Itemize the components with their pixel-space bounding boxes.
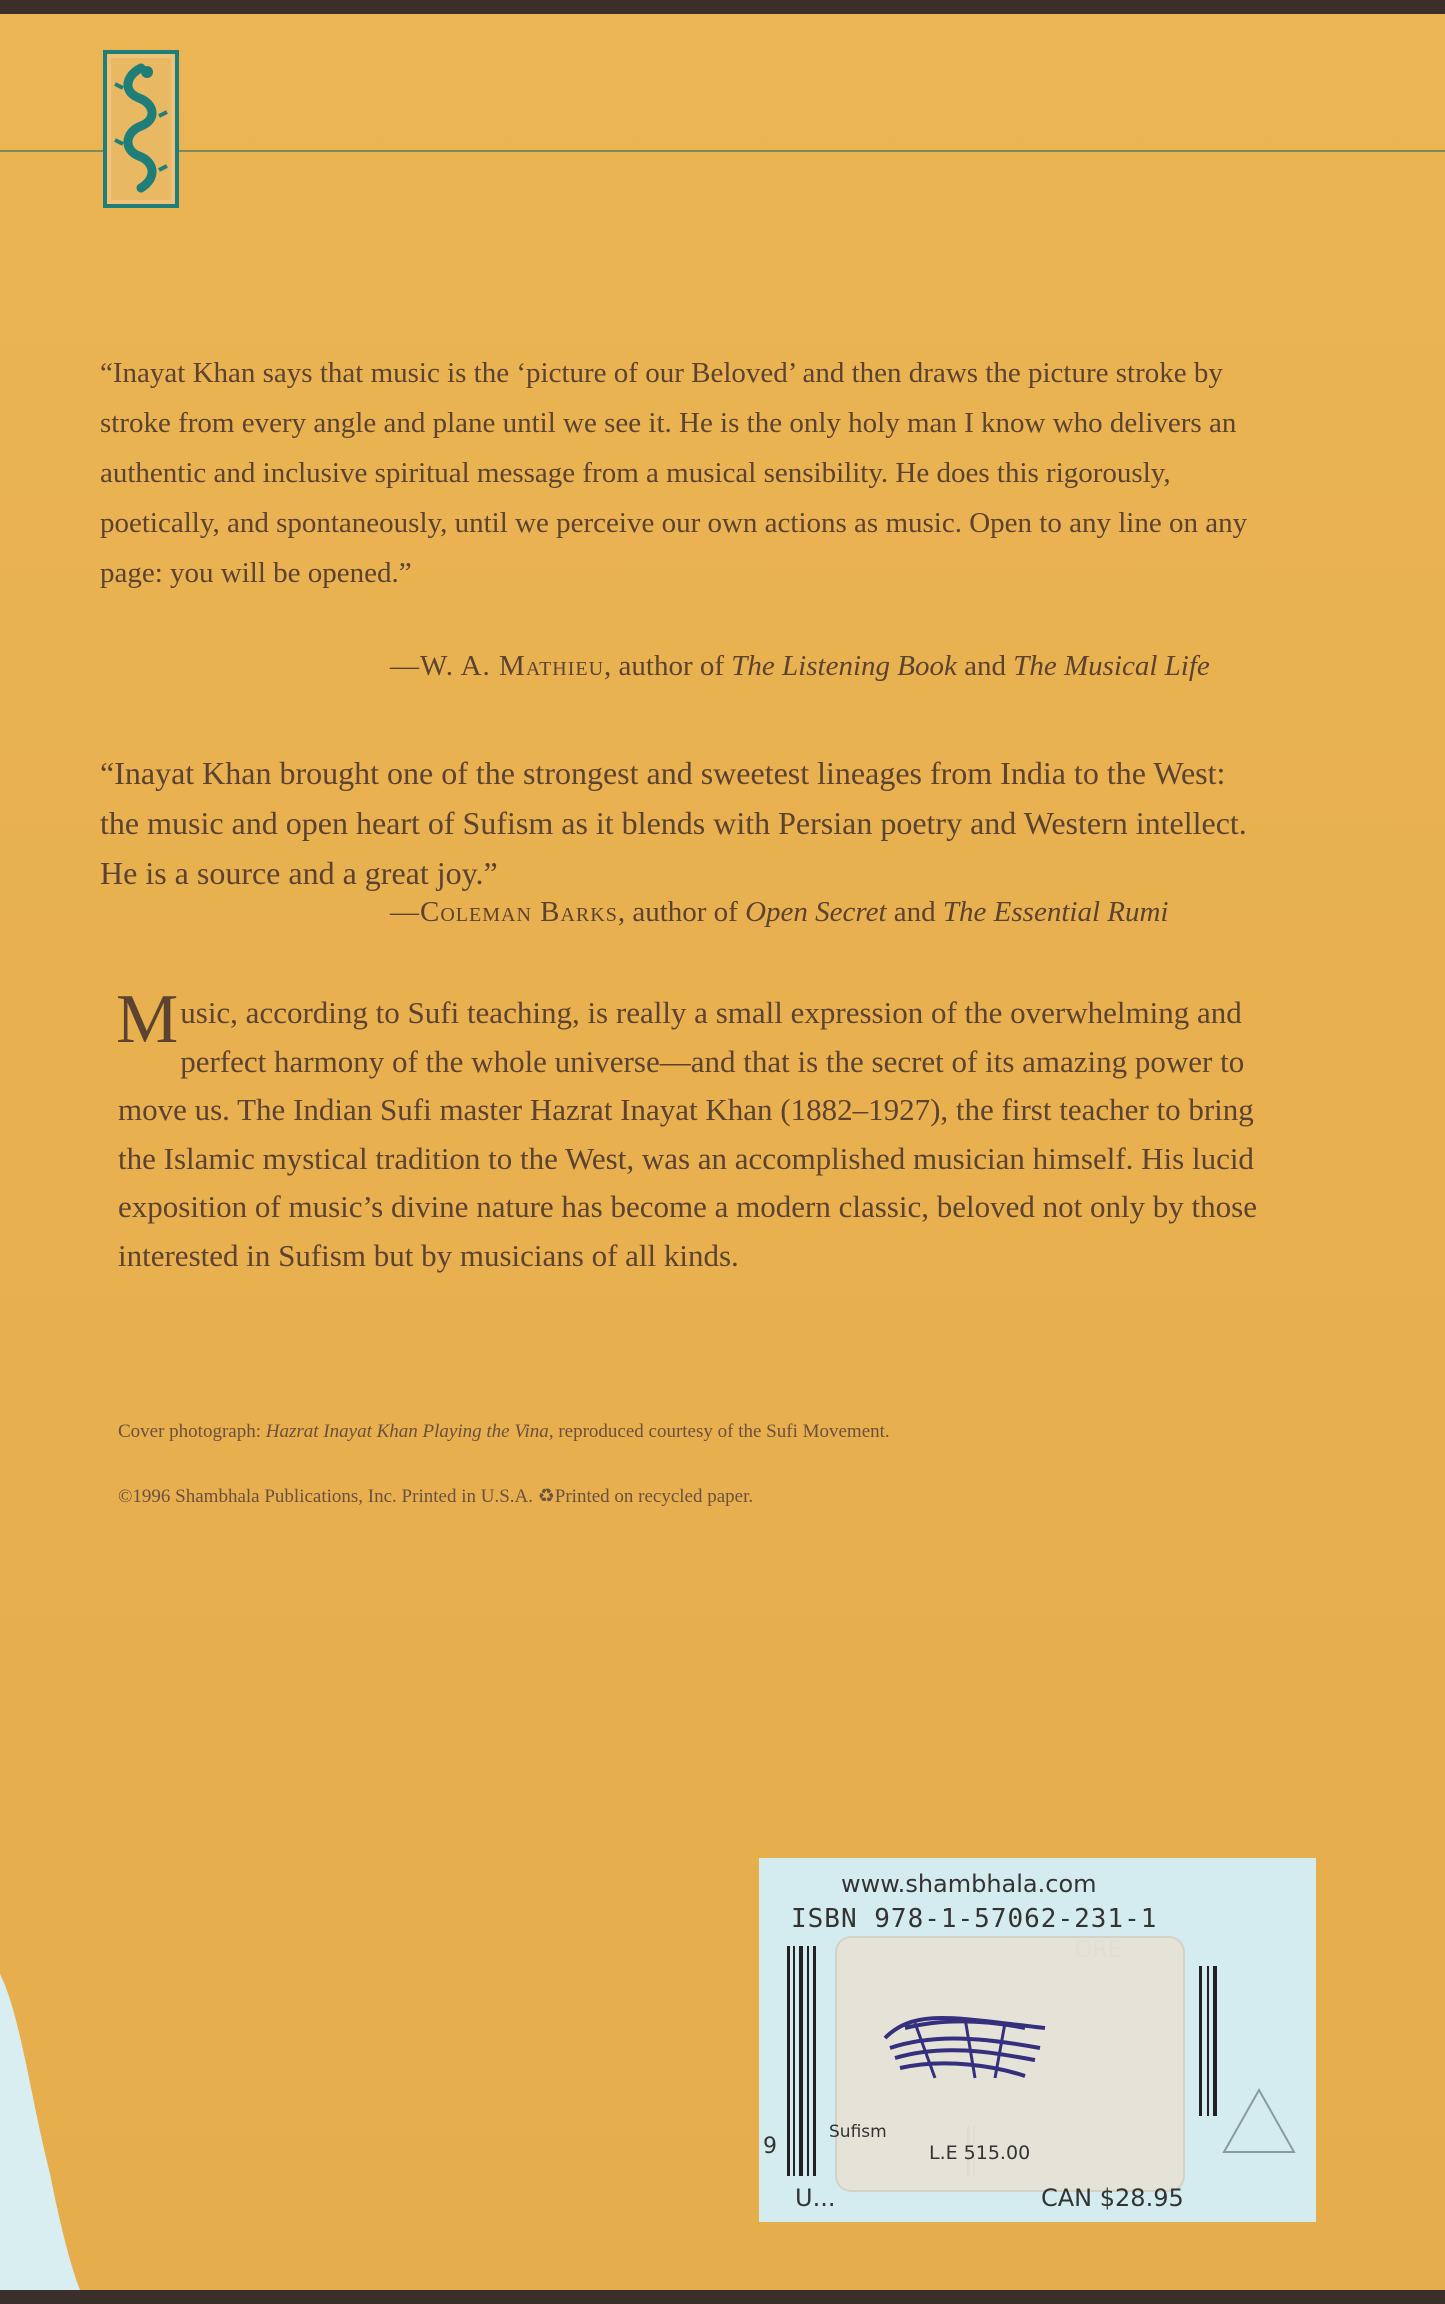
isbn-leading-digit: 9 bbox=[763, 2134, 777, 2159]
endorsement-attribution-1 bbox=[390, 650, 1210, 683]
attribution-author: —Coleman Barks bbox=[390, 896, 618, 928]
top-rule bbox=[0, 150, 1445, 152]
attribution-book-2: The Musical Life bbox=[1013, 650, 1210, 682]
cover-photo-credit bbox=[118, 1421, 890, 1443]
subject-category: Sufism bbox=[829, 2122, 887, 2142]
attribution-connector: , author of bbox=[604, 650, 732, 682]
copyright-line: ©1996 Shambhala Publications, Inc. Printed in U.S.A. ♻Printed on recycled paper. bbox=[118, 1486, 754, 1507]
attribution-book-2: The Essential Rumi bbox=[942, 896, 1169, 928]
attribution-and: and bbox=[956, 650, 1014, 682]
book-description bbox=[116, 981, 1268, 1280]
credit-prefix: Cover photograph: bbox=[118, 1421, 266, 1442]
pen-scribble-icon bbox=[875, 1998, 1055, 2088]
dragon-emblem-icon bbox=[103, 50, 179, 208]
endorsement-quote-2: “Inayat Khan brought one of the strongest and sweetest lineages from India to the West: the music and open heart of Sufism as it blends with Persian poetry and Western intellect. He is a source and a great joy.” bbox=[100, 755, 1247, 891]
price-us: U... bbox=[795, 2184, 836, 2212]
endorsement-quote-1: “Inayat Khan says that music is the ‘picture of our Beloved’ and then draws the picture stroke by stroke from every angle and plane until we see it. He is the only holy man I know who delivers an authentic and inclusive spiritual message from a musical sensibility. He does this rigorously, poetically, and spontaneously, until we perceive our own actions as music. Open to any line on any page: you will be opened.” bbox=[100, 357, 1248, 589]
attribution-book-1: Open Secret bbox=[745, 896, 887, 928]
triangle-icon bbox=[1220, 2086, 1298, 2156]
price-can: CAN $28.95 bbox=[1041, 2184, 1184, 2212]
attribution-author: —W. A. Mathieu bbox=[390, 650, 605, 682]
isbn-number: ISBN 978-1-57062-231-1 bbox=[791, 1904, 1158, 1934]
drop-cap: M bbox=[116, 981, 179, 1058]
description-text: usic, according to Sufi teaching, is really a small expression of the overwhelming and perfect harmony of the whole universe—and that is the secret of its amazing power to move us. The Indian Sufi master Hazrat Inayat Khan (1882–1927), the first teacher to bring the Islamic mystical tradition to the West, was an accomplished musician himself. His lucid exposition of music’s divine nature has become a modern classic, beloved not only by those interested in Sufism but by musicians of all kinds. bbox=[118, 995, 1257, 1273]
book-back-cover bbox=[0, 14, 1445, 2290]
attribution-connector: , author of bbox=[617, 896, 746, 928]
endorsement-attribution-2 bbox=[390, 896, 1168, 929]
barcode-label bbox=[759, 1858, 1316, 2222]
credit-suffix: , reproduced courtesy of the Sufi Movement. bbox=[548, 1421, 890, 1442]
torn-corner bbox=[0, 1974, 90, 2290]
credit-title: Hazrat Inayat Khan Playing the Vina bbox=[265, 1421, 549, 1442]
price-le: L.E 515.00 bbox=[929, 2142, 1031, 2164]
publisher-url: www.shambhala.com bbox=[841, 1870, 1097, 1898]
attribution-and: and bbox=[886, 896, 943, 928]
attribution-book-1: The Listening Book bbox=[731, 650, 957, 682]
